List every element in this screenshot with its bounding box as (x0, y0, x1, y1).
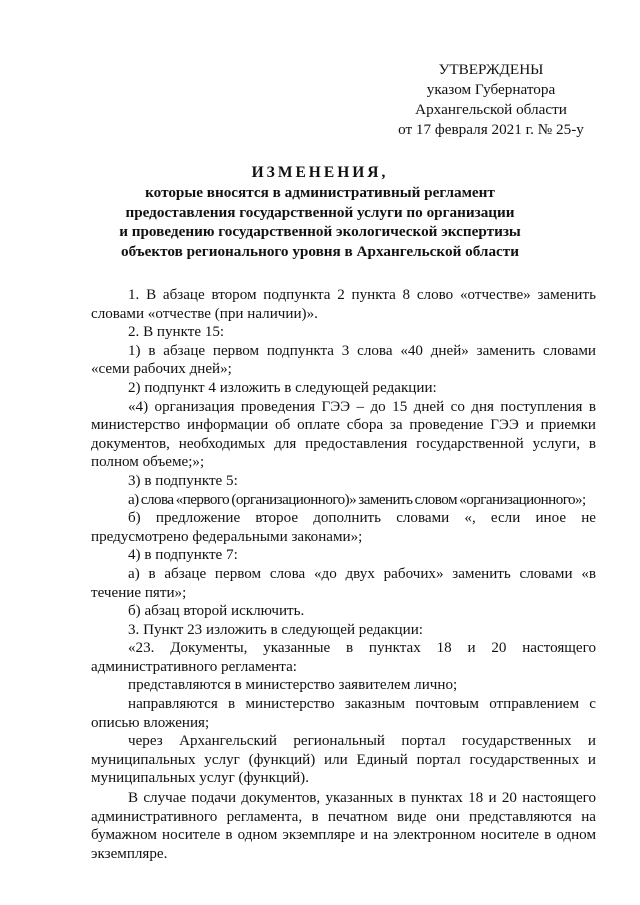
approval-date-number: от 17 февраля 2021 г. № 25-у (398, 121, 584, 138)
paragraph: а) слова «первого (организационного)» заменить словом «организационного»; (128, 491, 586, 508)
subtitle-line: и проведению государственной экологической экспертизы (119, 223, 521, 241)
paragraph: представляются в министерство заявителем лично; (128, 677, 458, 694)
paragraph: «семи рабочих дней»; (91, 361, 232, 378)
paragraph: 3) в подпункте 5: (128, 472, 238, 489)
subtitle-line: которые вносятся в административный регламент (145, 184, 495, 201)
paragraph: В случае подачи документов, указанных в пунктах 18 и 20 настоящего административного регламента, в печатном виде они представляются на бумажном носителе в одном экземпляре и на электронном носителе в одном экземпляре. (91, 790, 596, 862)
paragraph: «23. Документы, указанные в пунктах 18 и 20 настоящего административного регламента: (91, 640, 596, 675)
paragraph: словами «отчестве (при наличии)». (91, 305, 318, 322)
paragraph: а) в абзаце первом слова «до двух рабочих» заменить словами «в течение пяти»; (91, 565, 596, 601)
paragraph: 1. В абзаце втором подпункта 2 пункта 8 слово «отчестве» заменить (128, 287, 596, 303)
paragraph: 3. Пункт 23 изложить в следующей редакции: (128, 621, 423, 638)
paragraph: 2. В пункте 15: (128, 324, 225, 341)
subtitle-line: предоставления государственной услуги по организации (125, 203, 515, 221)
title-subtitle (90, 183, 550, 262)
paragraph: 2) подпункт 4 изложить в следующей редакции: (128, 379, 437, 396)
document-body (91, 286, 596, 863)
paragraph: через Архангельский региональный портал государственных и муниципальных услуг (функций) или Единый портал государственных и муниципальных услуг (функций). (91, 733, 596, 787)
document-title (90, 163, 550, 262)
paragraph: 4) в подпункте 7: (128, 547, 238, 564)
paragraph: «4) организация проведения ГЭЭ – до 15 дней со дня поступления в министерство информации об оплате сбора за проведение ГЭЭ и приемки документов, необходимых для предоставления государственной услуги, в полном объеме;»; (91, 398, 596, 471)
paragraph: б) предложение второе дополнить словами «, если иное не предусмотрено федеральными законами»; (91, 510, 596, 545)
paragraph: б) абзац второй исключить. (128, 603, 305, 620)
approval-by: указом Губернатора (426, 81, 556, 98)
paragraph: направляются в министерство заказным почтовым отправлением с описью вложения; (91, 696, 596, 731)
approval-stamp (380, 60, 602, 140)
subtitle-line: объектов регионального уровня в Архангельской области (120, 243, 519, 261)
approval-region: Архангельской области (415, 101, 567, 118)
title-heading: ИЗМЕНЕНИЯ, (251, 164, 389, 181)
paragraph: 1) в абзаце первом подпункта 3 слова «40 дней» заменить словами (128, 342, 596, 359)
approval-heading: УТВЕРЖДЕНЫ (438, 61, 544, 78)
